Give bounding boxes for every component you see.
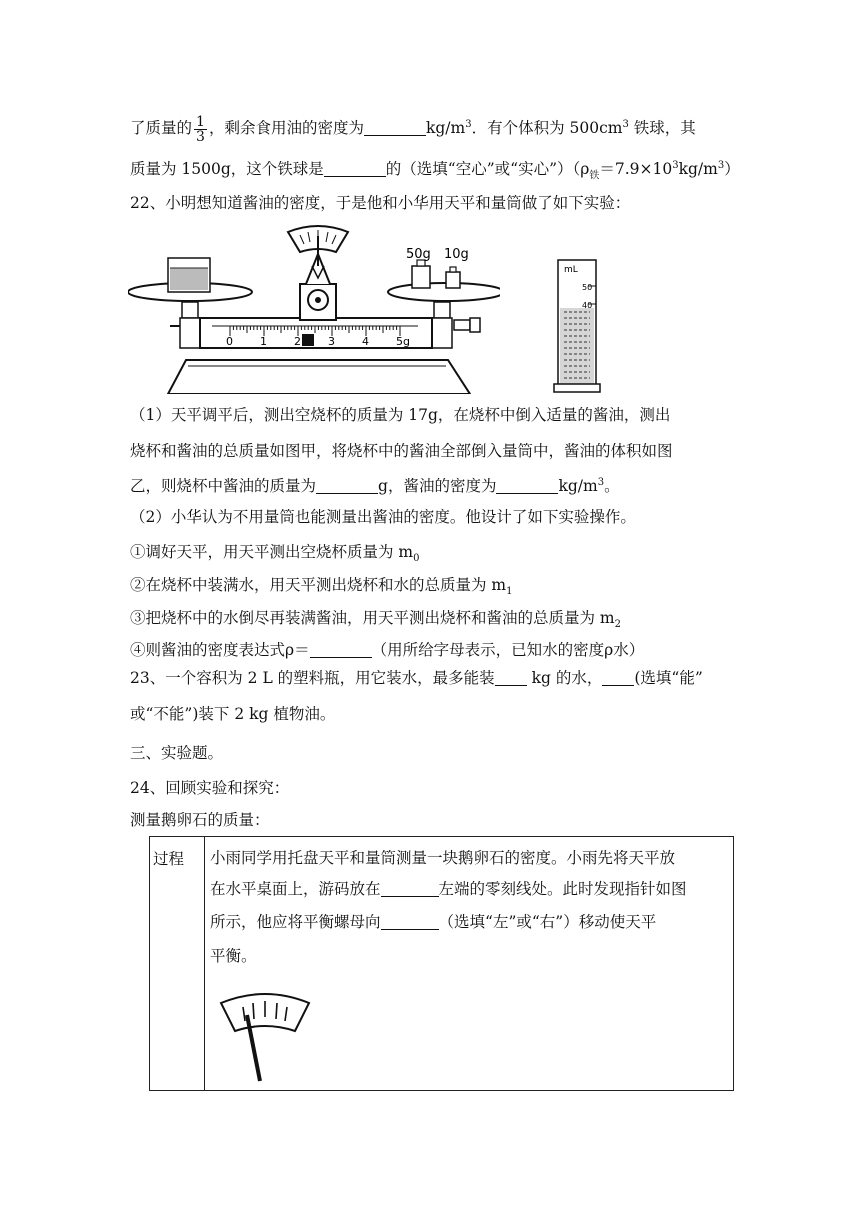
scale-label: 1 — [260, 335, 267, 348]
text: kg/m — [558, 477, 598, 496]
fraction-denominator: 3 — [196, 128, 205, 145]
text: 的（选填“空心”或“实心”）（ρ — [385, 160, 590, 179]
measuring-cylinder-figure — [552, 256, 602, 394]
text: 质量为 1500g，这个铁球是 — [130, 160, 324, 179]
text: ②在烧杯中装满水，用天平测出烧杯和水的总质量为 m — [130, 576, 507, 594]
fraction — [194, 115, 207, 144]
superscript: 3 — [672, 160, 679, 171]
part2-step2 — [130, 574, 513, 603]
balance-nut — [454, 320, 470, 330]
text: ①调好天平，用天平测出空烧杯质量为 m — [130, 543, 414, 561]
table-line2 — [210, 878, 687, 900]
answer-blank[interactable] — [316, 477, 378, 494]
weight-10g — [446, 272, 460, 288]
superscript: 3 — [597, 477, 605, 488]
text: 。 — [604, 477, 620, 496]
question-22-stem: 22、小明想知道酱油的密度，于是他和小华用天平和量筒做了如下实验： — [130, 194, 631, 212]
scale-label: 4 — [362, 335, 369, 348]
weight-10g-label: 10g — [444, 247, 469, 262]
scale-label: 2 — [294, 335, 301, 348]
part2-step4 — [130, 639, 644, 661]
answer-blank[interactable] — [496, 477, 558, 494]
cylinder-mark-40: 40 — [582, 301, 593, 310]
text: ④则酱油的密度表达式ρ＝ — [130, 641, 310, 659]
answer-blank[interactable] — [381, 880, 439, 897]
section-heading: 三、实验题。 — [130, 744, 224, 762]
weight-50g-label: 50g — [406, 247, 431, 262]
part2-line1: （2）小华认为不用量筒也能测量出酱油的密度。他设计了如下实验操作。 — [130, 508, 636, 526]
table-line4: 平衡。 — [210, 947, 257, 965]
text: 在水平桌面上，游码放在 — [210, 880, 381, 898]
subscript: 1 — [506, 586, 513, 598]
text: kg 的水， — [526, 669, 603, 687]
fraction-numerator: 1 — [196, 113, 205, 130]
answer-blank[interactable] — [495, 669, 527, 686]
pointer-dial-figure — [215, 989, 315, 1085]
table-content-cell — [205, 837, 734, 1091]
question-24-stem: 24、回顾实验和探究： — [130, 779, 290, 797]
text: kg/m — [678, 160, 718, 179]
text: ＝7.9×10 — [599, 160, 673, 179]
text: 23、一个容积为 2 L 的塑料瓶，用它装水，最多能装 — [130, 669, 495, 687]
table-line1: 小雨同学用托盘天平和量筒测量一块鹅卵石的密度。小雨先将天平放 — [210, 849, 676, 867]
question-24-sub: 测量鹅卵石的质量： — [130, 811, 270, 829]
answer-blank[interactable] — [324, 160, 386, 177]
process-label: 过程 — [153, 850, 185, 868]
scale-label: 3 — [328, 335, 335, 348]
cylinder-mark-50: 50 — [582, 283, 593, 292]
part1-line3 — [130, 472, 620, 497]
table-line3 — [210, 911, 656, 933]
question-23-line2: 或“不能”)装下 2 kg 植物油。 — [130, 705, 336, 723]
subscript: 0 — [413, 553, 420, 565]
part2-step3 — [130, 607, 621, 636]
text: g，酱油的密度为 — [378, 477, 497, 496]
balance-figure — [128, 222, 500, 394]
text: （选填“左”或“右”）移动使天平 — [438, 913, 657, 931]
text: 左端的零刻线处。此时发现指针如图 — [438, 880, 687, 898]
rider — [302, 334, 314, 346]
scale-label: 0 — [226, 335, 233, 348]
text-line-2 — [130, 155, 740, 187]
question-23-line1 — [130, 667, 703, 689]
text: 了质量的 — [130, 119, 193, 138]
superscript: 3 — [717, 160, 725, 171]
cylinder-unit: mL — [564, 265, 578, 275]
text: 所示，他应将平衡螺母向 — [210, 913, 381, 931]
answer-blank[interactable] — [364, 119, 426, 136]
text: 乙，则烧杯中酱油的质量为 — [130, 477, 317, 496]
answer-blank[interactable] — [381, 913, 439, 930]
text: （用所给字母表示，已知水的密度ρ水） — [371, 641, 645, 659]
text: ．有个体积为 500cm — [471, 119, 623, 138]
answer-blank[interactable] — [310, 641, 372, 658]
right-pan — [388, 283, 500, 301]
text: ） — [724, 160, 740, 179]
part1-line2: 烧杯和酱油的总质量如图甲，将烧杯中的酱油全部倒入量筒中，酱油的体积如图 — [130, 442, 673, 460]
text: ③把烧杯中的水倒尽再装满酱油，用天平测出烧杯和酱油的总质量为 m — [130, 609, 615, 627]
text: ，剩余食用油的密度为 — [208, 119, 364, 138]
balance-base — [168, 360, 470, 394]
weight-50g — [412, 266, 430, 288]
experiment-table — [149, 836, 734, 1091]
superscript: 3 — [465, 119, 472, 130]
answer-blank[interactable] — [602, 669, 634, 686]
subscript: 铁 — [589, 170, 600, 182]
part1-line1: （1）天平调平后，测出空烧杯的质量为 17g，在烧杯中倒入适量的酱油，测出 — [130, 406, 671, 424]
text: 铁球，其 — [628, 119, 696, 138]
table-label-cell — [150, 837, 205, 1091]
text: (选填“能” — [634, 669, 703, 687]
part2-step1 — [130, 541, 420, 570]
scale-label: 5g — [396, 335, 410, 348]
text: kg/m — [425, 119, 466, 138]
superscript: 3 — [622, 119, 629, 130]
text-line-1 — [130, 114, 696, 144]
subscript: 2 — [614, 619, 622, 631]
